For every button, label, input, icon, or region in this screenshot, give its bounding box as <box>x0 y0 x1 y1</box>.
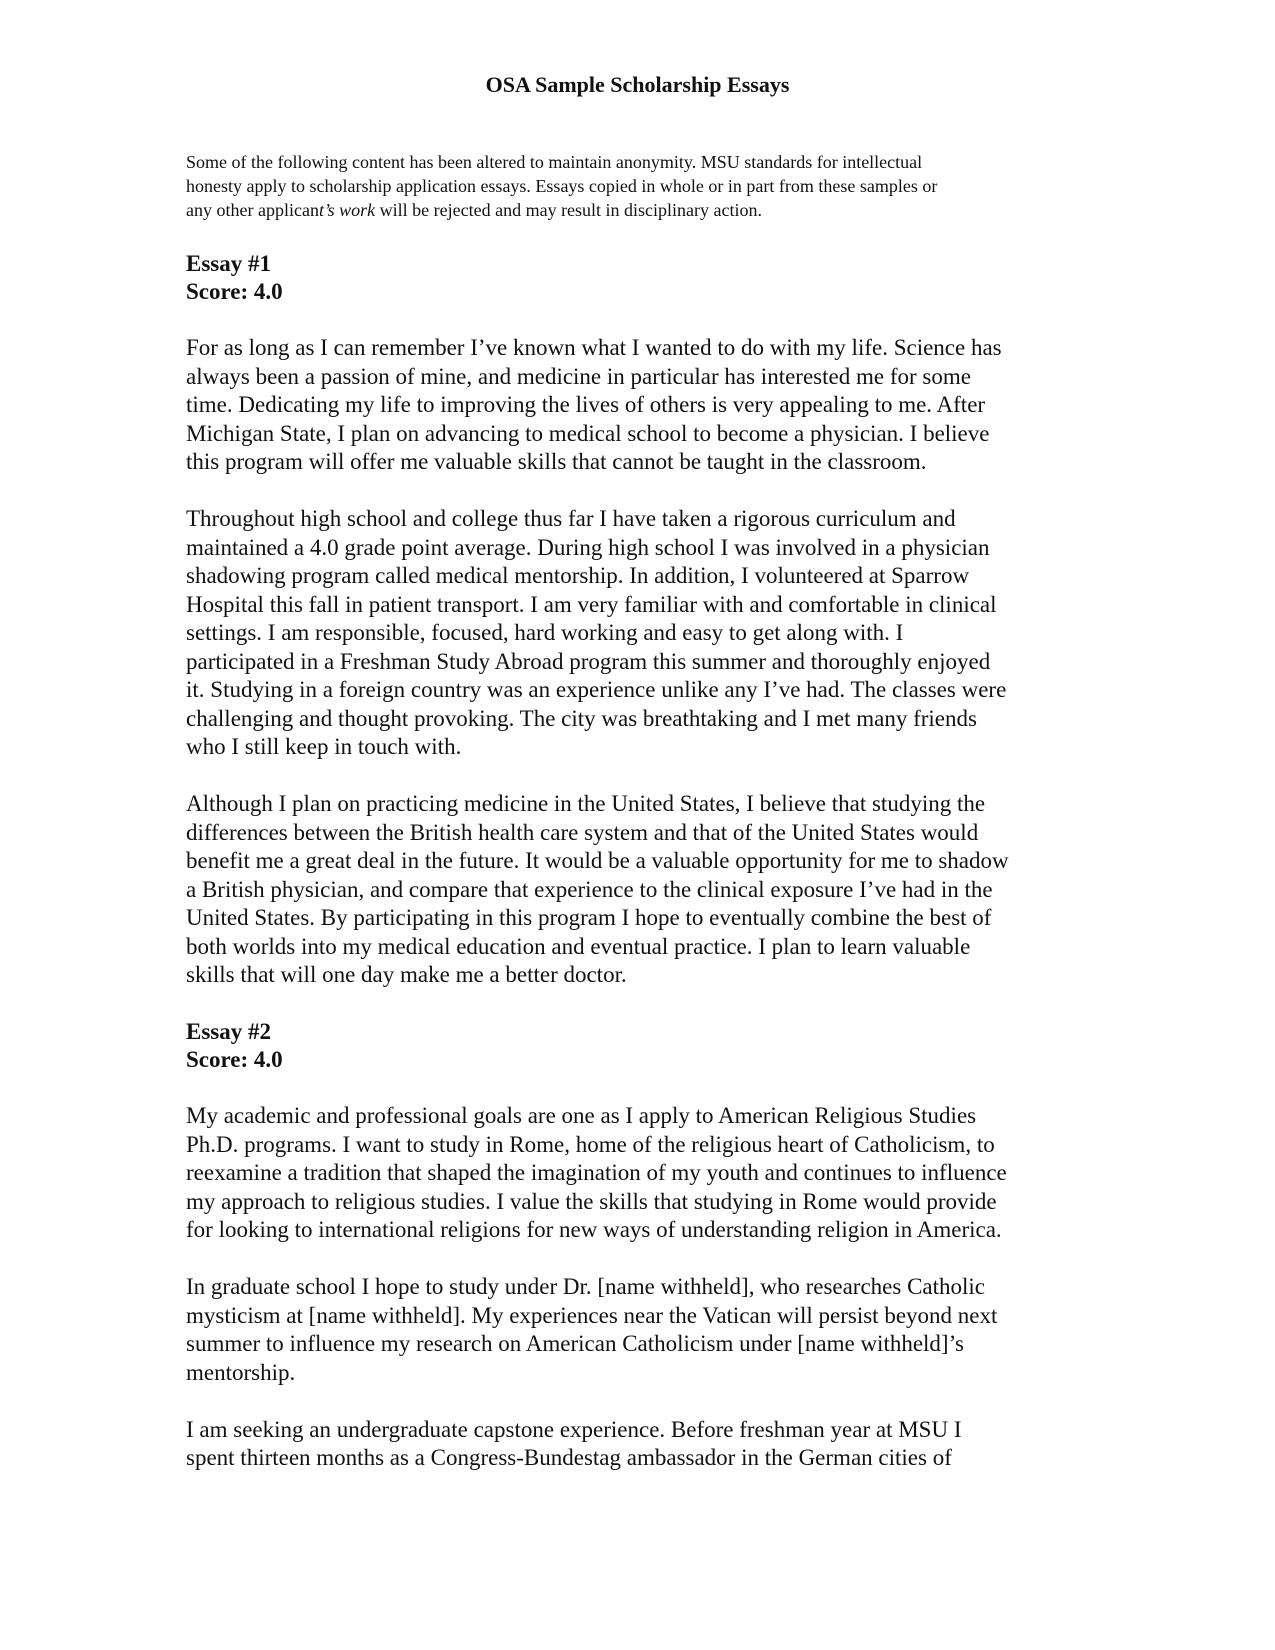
text-line: In graduate school I hope to study under Dr. [name withheld], who researches Catholic <box>186 1274 986 1299</box>
text-line: For as long as I can remember I’ve known what I wanted to do with my life. Science has <box>186 335 1002 360</box>
text-line: a British physician, and compare that experience to the clinical exposure I’ve had in the <box>186 876 993 902</box>
text-line: challenging and thought provoking. The city was breathtaking and I met many friends <box>186 705 977 731</box>
text-line: My academic and professional goals are one as I apply to American Religious Studies <box>186 1103 977 1128</box>
text-line: for looking to international religions for new ways of understanding religion in America. <box>186 1217 1002 1242</box>
text-line: Ph.D. programs. I want to study in Rome, home of the religious heart of Catholicism, to <box>186 1131 995 1157</box>
essay-paragraph <box>186 1273 1086 1387</box>
notice-text: will be rejected and may result in disciplinary action. <box>375 200 763 220</box>
essay-paragraph <box>186 505 1086 762</box>
essay-number: Essay #2 <box>186 1019 271 1044</box>
text-line: summer to influence my research on American Catholicism under [name withheld]’s <box>186 1331 964 1356</box>
essay-paragraph <box>186 1102 1086 1245</box>
anonymity-notice <box>186 150 1066 222</box>
text-line: Although I plan on practicing medicine in the United States, I believe that studying the <box>186 791 986 816</box>
essay-score: Score: 4.0 <box>186 1047 283 1072</box>
text-line: mysticism at [name withheld]. My experiences near the Vatican will persist beyond next <box>186 1302 998 1328</box>
text-line: skills that will one day make me a better doctor. <box>186 962 627 987</box>
text-line: Michigan State, I plan on advancing to medical school to become a physician. I believe <box>186 420 990 446</box>
text-line: United States. By participating in this program I hope to eventually combine the best of <box>186 905 992 930</box>
text-line: differences between the British health care system and that of the United States would <box>186 819 979 845</box>
essays-container <box>186 250 1086 1501</box>
essay-score: Score: 4.0 <box>186 279 283 304</box>
text-line: my approach to religious studies. I value the skills that studying in Rome would provide <box>186 1188 997 1214</box>
essay-paragraph <box>186 790 1086 990</box>
text-line: benefit me a great deal in the future. It would be a valuable opportunity for me to shadow <box>186 848 1009 873</box>
essay-paragraph <box>186 1416 1086 1473</box>
essay-section <box>186 250 1086 990</box>
text-line: it. Studying in a foreign country was an experience unlike any I’ve had. The classes were <box>186 677 1007 702</box>
essay-paragraph <box>186 334 1086 477</box>
notice-text: any other applican <box>186 200 319 220</box>
text-line: always been a passion of mine, and medicine in particular has interested me for some <box>186 363 971 389</box>
document-title: OSA Sample Scholarship Essays <box>485 72 790 97</box>
notice-line: honesty apply to scholarship application essays. Essays copied in whole or in part from these samples or <box>186 176 938 196</box>
text-line: Throughout high school and college thus far I have taken a rigorous curriculum and <box>186 506 956 531</box>
text-line: shadowing program called medical mentorship. In addition, I volunteered at Sparrow <box>186 563 970 588</box>
text-line: mentorship. <box>186 1359 296 1385</box>
text-line: both worlds into my medical education and eventual practice. I plan to learn valuable <box>186 933 971 959</box>
text-line: this program will offer me valuable skills that cannot be taught in the classroom. <box>186 449 927 474</box>
essay-heading <box>186 1018 1086 1074</box>
text-line: time. Dedicating my life to improving the lives of others is very appealing to me. After <box>186 392 986 417</box>
notice-line <box>186 198 1066 222</box>
text-line: reexamine a tradition that shaped the imagination of my youth and continues to influence <box>186 1160 1007 1185</box>
text-line: settings. I am responsible, focused, hard working and easy to get along with. I <box>186 620 904 645</box>
essay-section <box>186 1018 1086 1473</box>
notice-emphasis: t’s work <box>318 200 376 220</box>
essay-number: Essay #1 <box>186 251 271 276</box>
text-line: who I still keep in touch with. <box>186 734 462 759</box>
text-line: maintained a 4.0 grade point average. During high school I was involved in a physician <box>186 534 990 560</box>
notice-line: Some of the following content has been altered to maintain anonymity. MSU standards for intellectual <box>186 152 923 172</box>
essay-heading <box>186 250 1086 306</box>
text-line: Hospital this fall in patient transport. I am very familiar with and comfortable in clinical <box>186 591 997 617</box>
text-line: participated in a Freshman Study Abroad program this summer and thoroughly enjoyed <box>186 648 991 674</box>
text-line: I am seeking an undergraduate capstone experience. Before freshman year at MSU I <box>186 1416 962 1442</box>
text-line: spent thirteen months as a Congress-Bundestag ambassador in the German cities of <box>186 1445 952 1470</box>
